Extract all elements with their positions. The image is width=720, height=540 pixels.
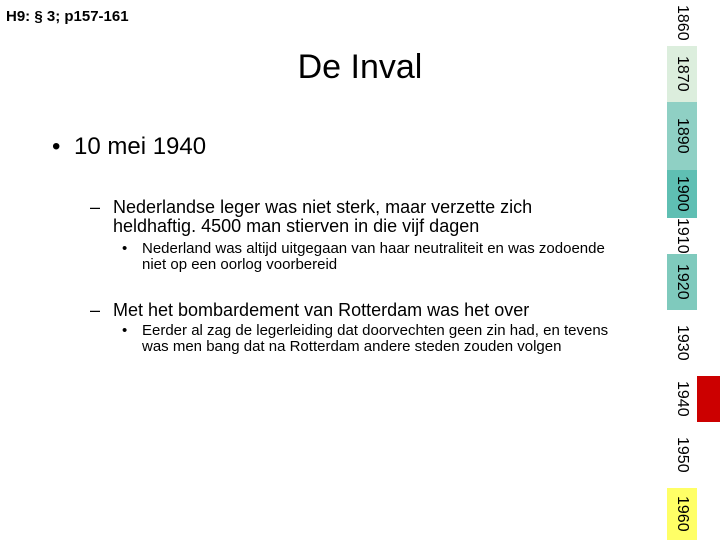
timeline-segment-1870 — [667, 46, 697, 102]
timeline-segment-1930 — [667, 310, 697, 376]
dash-glyph: – — [90, 300, 101, 320]
bullet-date — [52, 133, 206, 161]
sub-bullet-army — [90, 198, 580, 236]
detail-rotterdam — [122, 323, 632, 355]
current-period-marker — [697, 376, 720, 422]
detail-neutrality — [122, 241, 632, 273]
timeline-segment-1910 — [667, 218, 697, 254]
detail-neutrality-text: Nederland was altijd uitgegaan van haar neutraliteit en was zodoende niet op een oorlog voorbereid — [142, 240, 605, 273]
bullet-glyph: • — [122, 240, 128, 257]
timeline-segment-1940 — [667, 376, 697, 422]
timeline-label: 1950 — [674, 437, 691, 473]
timeline-label: 1870 — [674, 56, 691, 92]
chapter-reference: H9: § 3; p157-161 — [6, 8, 129, 25]
timeline-label: 1910 — [674, 218, 691, 254]
timeline-segment-1920 — [667, 254, 697, 310]
timeline-label: 1930 — [674, 325, 691, 361]
timeline-label: 1860 — [674, 5, 691, 41]
dash-glyph: – — [90, 197, 101, 217]
bullet-glyph: • — [52, 133, 61, 160]
slide-title: De Inval — [297, 48, 423, 86]
timeline-segment-1960 — [667, 488, 697, 540]
timeline-label: 1920 — [674, 264, 691, 300]
timeline-segment-1950 — [667, 422, 697, 488]
detail-rotterdam-text: Eerder al zag de legerleiding dat doorvechten geen zin had, en tevens was men bang dat na Rotterdam andere steden zouden volgen — [142, 322, 609, 355]
timeline-segment-1900 — [667, 170, 697, 218]
timeline-label: 1940 — [674, 381, 691, 417]
sub-bullet-rotterdam — [90, 301, 580, 320]
sub-bullet-army-text: Nederlandse leger was niet sterk, maar verzette zich heldhaftig. 4500 man stierven in die vijf dagen — [113, 197, 533, 236]
sub-bullet-rotterdam-text: Met het bombardement van Rotterdam was het over — [113, 300, 530, 320]
timeline-segment-1860 — [667, 0, 697, 46]
timeline-label: 1900 — [674, 176, 691, 212]
bullet-glyph: • — [122, 322, 128, 339]
timeline-label: 1960 — [674, 496, 691, 532]
bullet-text: 10 mei 1940 — [74, 133, 207, 160]
timeline-bar — [667, 0, 720, 540]
timeline-label: 1890 — [674, 118, 691, 154]
timeline-segment-1890 — [667, 102, 697, 170]
